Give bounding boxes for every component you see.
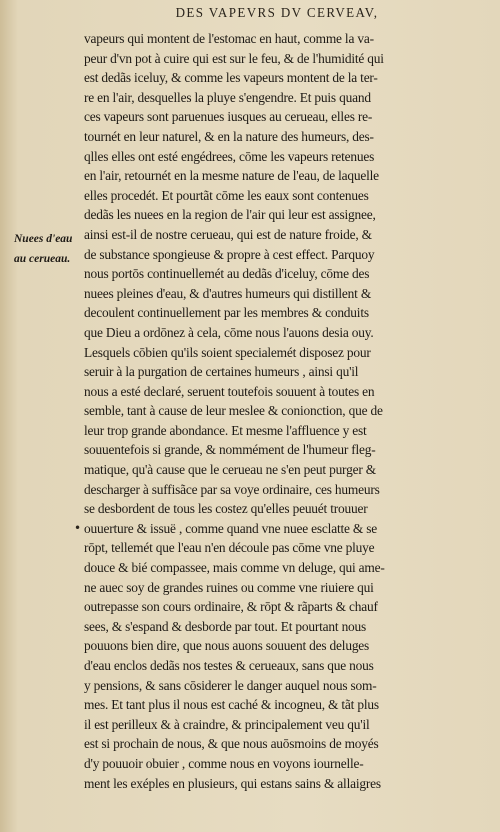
text-line: est si prochain de nous, & que nous auōsmoins de moyés [84, 736, 379, 752]
text-line: outrepasse son cours ordinaire, & rōpt & rãparts & chauf [84, 599, 378, 615]
text-line: douce & bié compassee, mais comme vn deluge, qui ame- [84, 560, 385, 576]
text-line: nous portōs continuellemét au dedãs d'iceluy, cōme des [84, 266, 370, 282]
text-line: ces vapeurs sont paruenues iusques au cerueau, elles re- [84, 109, 373, 125]
text-line: que Dieu a ordōnez à cela, cōme nous l'auons desia ouy. [84, 324, 374, 340]
text-line: ainsi est-il de nostre cerueau, qui est de nature froide, & [84, 226, 372, 242]
text-line: en l'air, retournét en la mesme nature de l'eau, de laquelle [84, 168, 379, 184]
text-line: nous a esté declaré, seruent toutefois souuent à toutes en [84, 383, 375, 399]
text-line: decoulent continuellement par les membres & conduits [84, 305, 369, 321]
text-line: qlles elles ont esté engédrees, cōme les vapeurs retenues [84, 148, 375, 164]
text-line: Lesquels cōbien qu'ils soient specialemét disposez pour [84, 344, 371, 360]
text-line: d'eau enclos dedãs nos testes & cerueaux, sans que nous [84, 658, 374, 673]
text-line: elles procedét. Et pourtãt cōme les eaux sont contenues [84, 187, 369, 203]
text-line: ouuerture & issuë , comme quand vne nuee esclatte & se [84, 520, 377, 536]
text-line: vapeurs qui montent de l'estomac en haut, comme la va- [84, 31, 374, 46]
text-line: souuentefois si grande, & nommément de l'humeur fleg- [84, 442, 376, 458]
margin-note [14, 229, 86, 269]
text-line: se desbordent de tous les costez qu'elles peuuét trouuer [84, 501, 368, 517]
text-line: sees, & s'espand & desborde par tout. Et pourtant nous [84, 618, 367, 634]
text-line: ment les exéples en plusieurs, qui estans sains & allaigres [84, 775, 381, 791]
text-line: mes. Et tant plus il nous est caché & incogneu, & tãt plus [84, 697, 379, 713]
text-line: est dedãs iceluy, & comme les vapeurs montent de la ter- [84, 70, 378, 86]
margin-note-line-2: au cerueau. [14, 253, 71, 265]
text-line: leur trop grande abondance. Et mesme l'affluence y est [84, 422, 367, 438]
stray-mark: • [74, 521, 82, 535]
text-line: dedãs les nuees en la region de l'air qui leur est assignee, [84, 207, 376, 223]
text-line: tournét en leur naturel, & en la nature des humeurs, des- [84, 128, 374, 144]
text-line: il est perilleux & à craindre, & principalement veu qu'il [84, 716, 370, 732]
text-line: nuees pleines d'eau, & d'autres humeurs qui distillent & [84, 285, 372, 301]
text-line: re en l'air, desquelles la pluye s'engendre. Et puis quand [84, 89, 371, 105]
text-line: ne auec soy de grandes ruines ou comme vne riuiere qui [84, 579, 374, 595]
text-line: peur d'vn pot à cuire qui est sur le feu, & de l'humidité qui [84, 50, 384, 66]
text-line: seruir à la purgation de certaines humeurs , ainsi qu'il [84, 364, 359, 380]
running-head: DES VAPEVRS DV CERVEAV, [175, 6, 379, 21]
text-line: matique, qu'à cause que le cerueau ne s'en peut purger & [84, 462, 376, 478]
text-line: pouuons bien dire, que nous auons souuent des deluges [84, 638, 370, 654]
body-text [84, 29, 474, 793]
text-line: descharger à suffisãce par sa voye ordinaire, ces humeurs [84, 481, 380, 497]
text-line: y pensions, & sans cōsiderer le danger auquel nous som- [84, 677, 377, 693]
text-line: rōpt, tellemét que l'eau n'en découle pas cōme vne pluye [84, 540, 375, 556]
text-line: d'y pouuoir obuier , comme nous en voyons iournelle- [84, 755, 364, 771]
text-line: semble, tant à cause de leur meslee & conionction, que de [84, 403, 383, 419]
margin-note-line-1: Nuees d'eau [14, 233, 73, 245]
text-line: de substance spongieuse & propre à cest effect. Parquoy [84, 246, 375, 262]
